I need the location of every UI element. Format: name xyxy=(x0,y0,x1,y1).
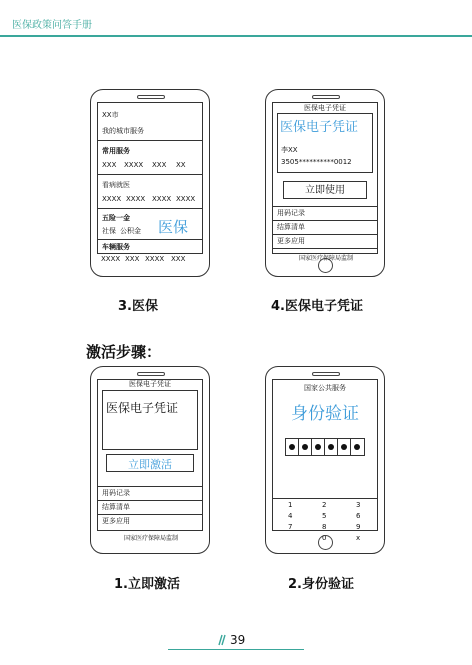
menu-item-code-records[interactable]: 用码记录 xyxy=(102,489,130,497)
phone-identity-verify xyxy=(265,366,385,554)
menu-item-code-records[interactable]: 用码记录 xyxy=(277,209,305,217)
home-button xyxy=(318,258,333,273)
pin-dot xyxy=(341,444,347,450)
pin-dot xyxy=(354,444,360,450)
divider xyxy=(98,486,202,487)
divider xyxy=(98,140,202,141)
keypad-key-5[interactable]: 5 xyxy=(322,512,327,520)
voucher-id: 3505**********0012 xyxy=(281,158,352,166)
city-services-title: 我的城市服务 xyxy=(102,127,144,135)
menu-item-more-apps[interactable]: 更多应用 xyxy=(102,517,130,525)
city-name: XX市 xyxy=(102,111,119,119)
divider xyxy=(98,514,202,515)
keypad-key-7[interactable]: 7 xyxy=(288,523,293,531)
common-item[interactable]: XX xyxy=(176,161,186,169)
activation-steps-heading: 激活步骤： xyxy=(86,343,162,361)
insurance-item[interactable]: 社保 xyxy=(102,227,116,235)
header-title: 医保政策问答手册 xyxy=(12,20,92,31)
keypad-top-border xyxy=(273,498,377,499)
phone-city-services xyxy=(90,89,210,277)
menu-item-more-apps[interactable]: 更多应用 xyxy=(277,237,305,245)
phone-e-voucher xyxy=(265,89,385,277)
divider xyxy=(98,208,202,209)
vehicle-item[interactable]: XXXX xyxy=(145,255,165,263)
voucher-name: 李XX xyxy=(281,146,298,154)
pin-digit-cell xyxy=(286,439,299,456)
phone-speaker xyxy=(312,95,340,99)
keypad-delete-key[interactable]: x xyxy=(356,534,361,542)
issuer-footer: 国家医疗保障局监制 xyxy=(123,535,178,542)
phone-speaker xyxy=(137,372,165,376)
common-item[interactable]: XXXX xyxy=(124,161,144,169)
phone-screen xyxy=(97,379,203,531)
caption-step-1: 1.立即激活 xyxy=(114,577,180,592)
medical-item[interactable]: XXXX xyxy=(152,195,172,203)
activate-now-button[interactable] xyxy=(106,454,194,472)
use-now-label: 立即使用 xyxy=(305,185,345,196)
vehicle-item[interactable]: XXXX xyxy=(101,255,121,263)
medical-item[interactable]: XXXX xyxy=(126,195,146,203)
vehicle-item[interactable]: XXX xyxy=(171,255,186,263)
voucher-big-title: 医保电子凭证 xyxy=(280,120,359,135)
caption-step-4: 4.医保电子凭证 xyxy=(271,299,363,314)
keypad-key-2[interactable]: 2 xyxy=(322,501,327,509)
medical-label: 看病就医 xyxy=(102,181,130,189)
common-item[interactable]: XXX xyxy=(102,161,117,169)
pin-digit-cell xyxy=(325,439,338,456)
footer-rule xyxy=(168,649,304,650)
phone-speaker xyxy=(312,372,340,376)
header-rule xyxy=(0,35,472,37)
insurance-item[interactable]: 公积金 xyxy=(120,227,141,235)
menu-item-settlement[interactable]: 结算清单 xyxy=(277,223,305,231)
divider xyxy=(98,239,202,240)
voucher-card xyxy=(102,390,198,450)
pin-digit-cell xyxy=(312,439,325,456)
divider xyxy=(273,206,377,207)
keypad-key-9[interactable]: 9 xyxy=(356,523,361,531)
vehicle-item[interactable]: XXX xyxy=(125,255,140,263)
keypad-key-4[interactable]: 4 xyxy=(288,512,293,520)
menu-item-settlement[interactable]: 结算清单 xyxy=(102,503,130,511)
pin-digit-cell xyxy=(338,439,351,456)
phone-screen xyxy=(272,102,378,254)
pin-dot xyxy=(302,444,308,450)
insurance-label: 五险一金 xyxy=(102,214,130,222)
keypad-key-3[interactable]: 3 xyxy=(356,501,361,509)
divider xyxy=(273,234,377,235)
screen-title: 医保电子凭证 xyxy=(304,104,346,112)
slash-decoration-icon xyxy=(218,634,226,646)
divider xyxy=(98,500,202,501)
divider xyxy=(98,174,202,175)
common-item[interactable]: XXX xyxy=(152,161,167,169)
activate-now-label: 立即激活 xyxy=(128,458,172,471)
phone-activate xyxy=(90,366,210,554)
common-services-label: 常用服务 xyxy=(102,147,130,155)
issuer-footer: 国家医疗保障局监制 xyxy=(298,255,353,262)
medical-item[interactable]: XXXX xyxy=(102,195,122,203)
keypad-key-6[interactable]: 6 xyxy=(356,512,361,520)
pin-digit-cell xyxy=(299,439,312,456)
caption-step-3: 3.医保 xyxy=(118,299,158,314)
keypad-key-8[interactable]: 8 xyxy=(322,523,327,531)
phone-screen xyxy=(97,102,203,254)
divider xyxy=(273,248,377,249)
screen-title: 医保电子凭证 xyxy=(129,380,171,388)
screen-title: 国家公共服务 xyxy=(304,384,346,392)
phone-screen xyxy=(272,379,378,542)
keypad-key-1[interactable]: 1 xyxy=(288,501,293,509)
pin-digit-cell xyxy=(351,439,364,456)
verify-big-title: 身份验证 xyxy=(291,404,359,424)
pin-input[interactable] xyxy=(285,438,365,456)
use-now-button[interactable] xyxy=(283,181,367,199)
home-button xyxy=(318,535,333,550)
voucher-big-title: 医保电子凭证 xyxy=(106,401,179,415)
voucher-card xyxy=(277,113,373,173)
page-number: 39 xyxy=(230,633,246,647)
vehicle-label: 车辆服务 xyxy=(102,243,130,251)
medical-insurance-link[interactable]: 医保 xyxy=(158,218,189,236)
divider xyxy=(273,220,377,221)
caption-step-2: 2.身份验证 xyxy=(288,577,354,592)
phone-speaker xyxy=(137,95,165,99)
pin-dot xyxy=(315,444,321,450)
keypad-key-0[interactable]: 0 xyxy=(322,534,327,542)
pin-dot xyxy=(289,444,295,450)
medical-item[interactable]: XXXX xyxy=(176,195,196,203)
pin-dot xyxy=(328,444,334,450)
page-header xyxy=(0,0,472,36)
